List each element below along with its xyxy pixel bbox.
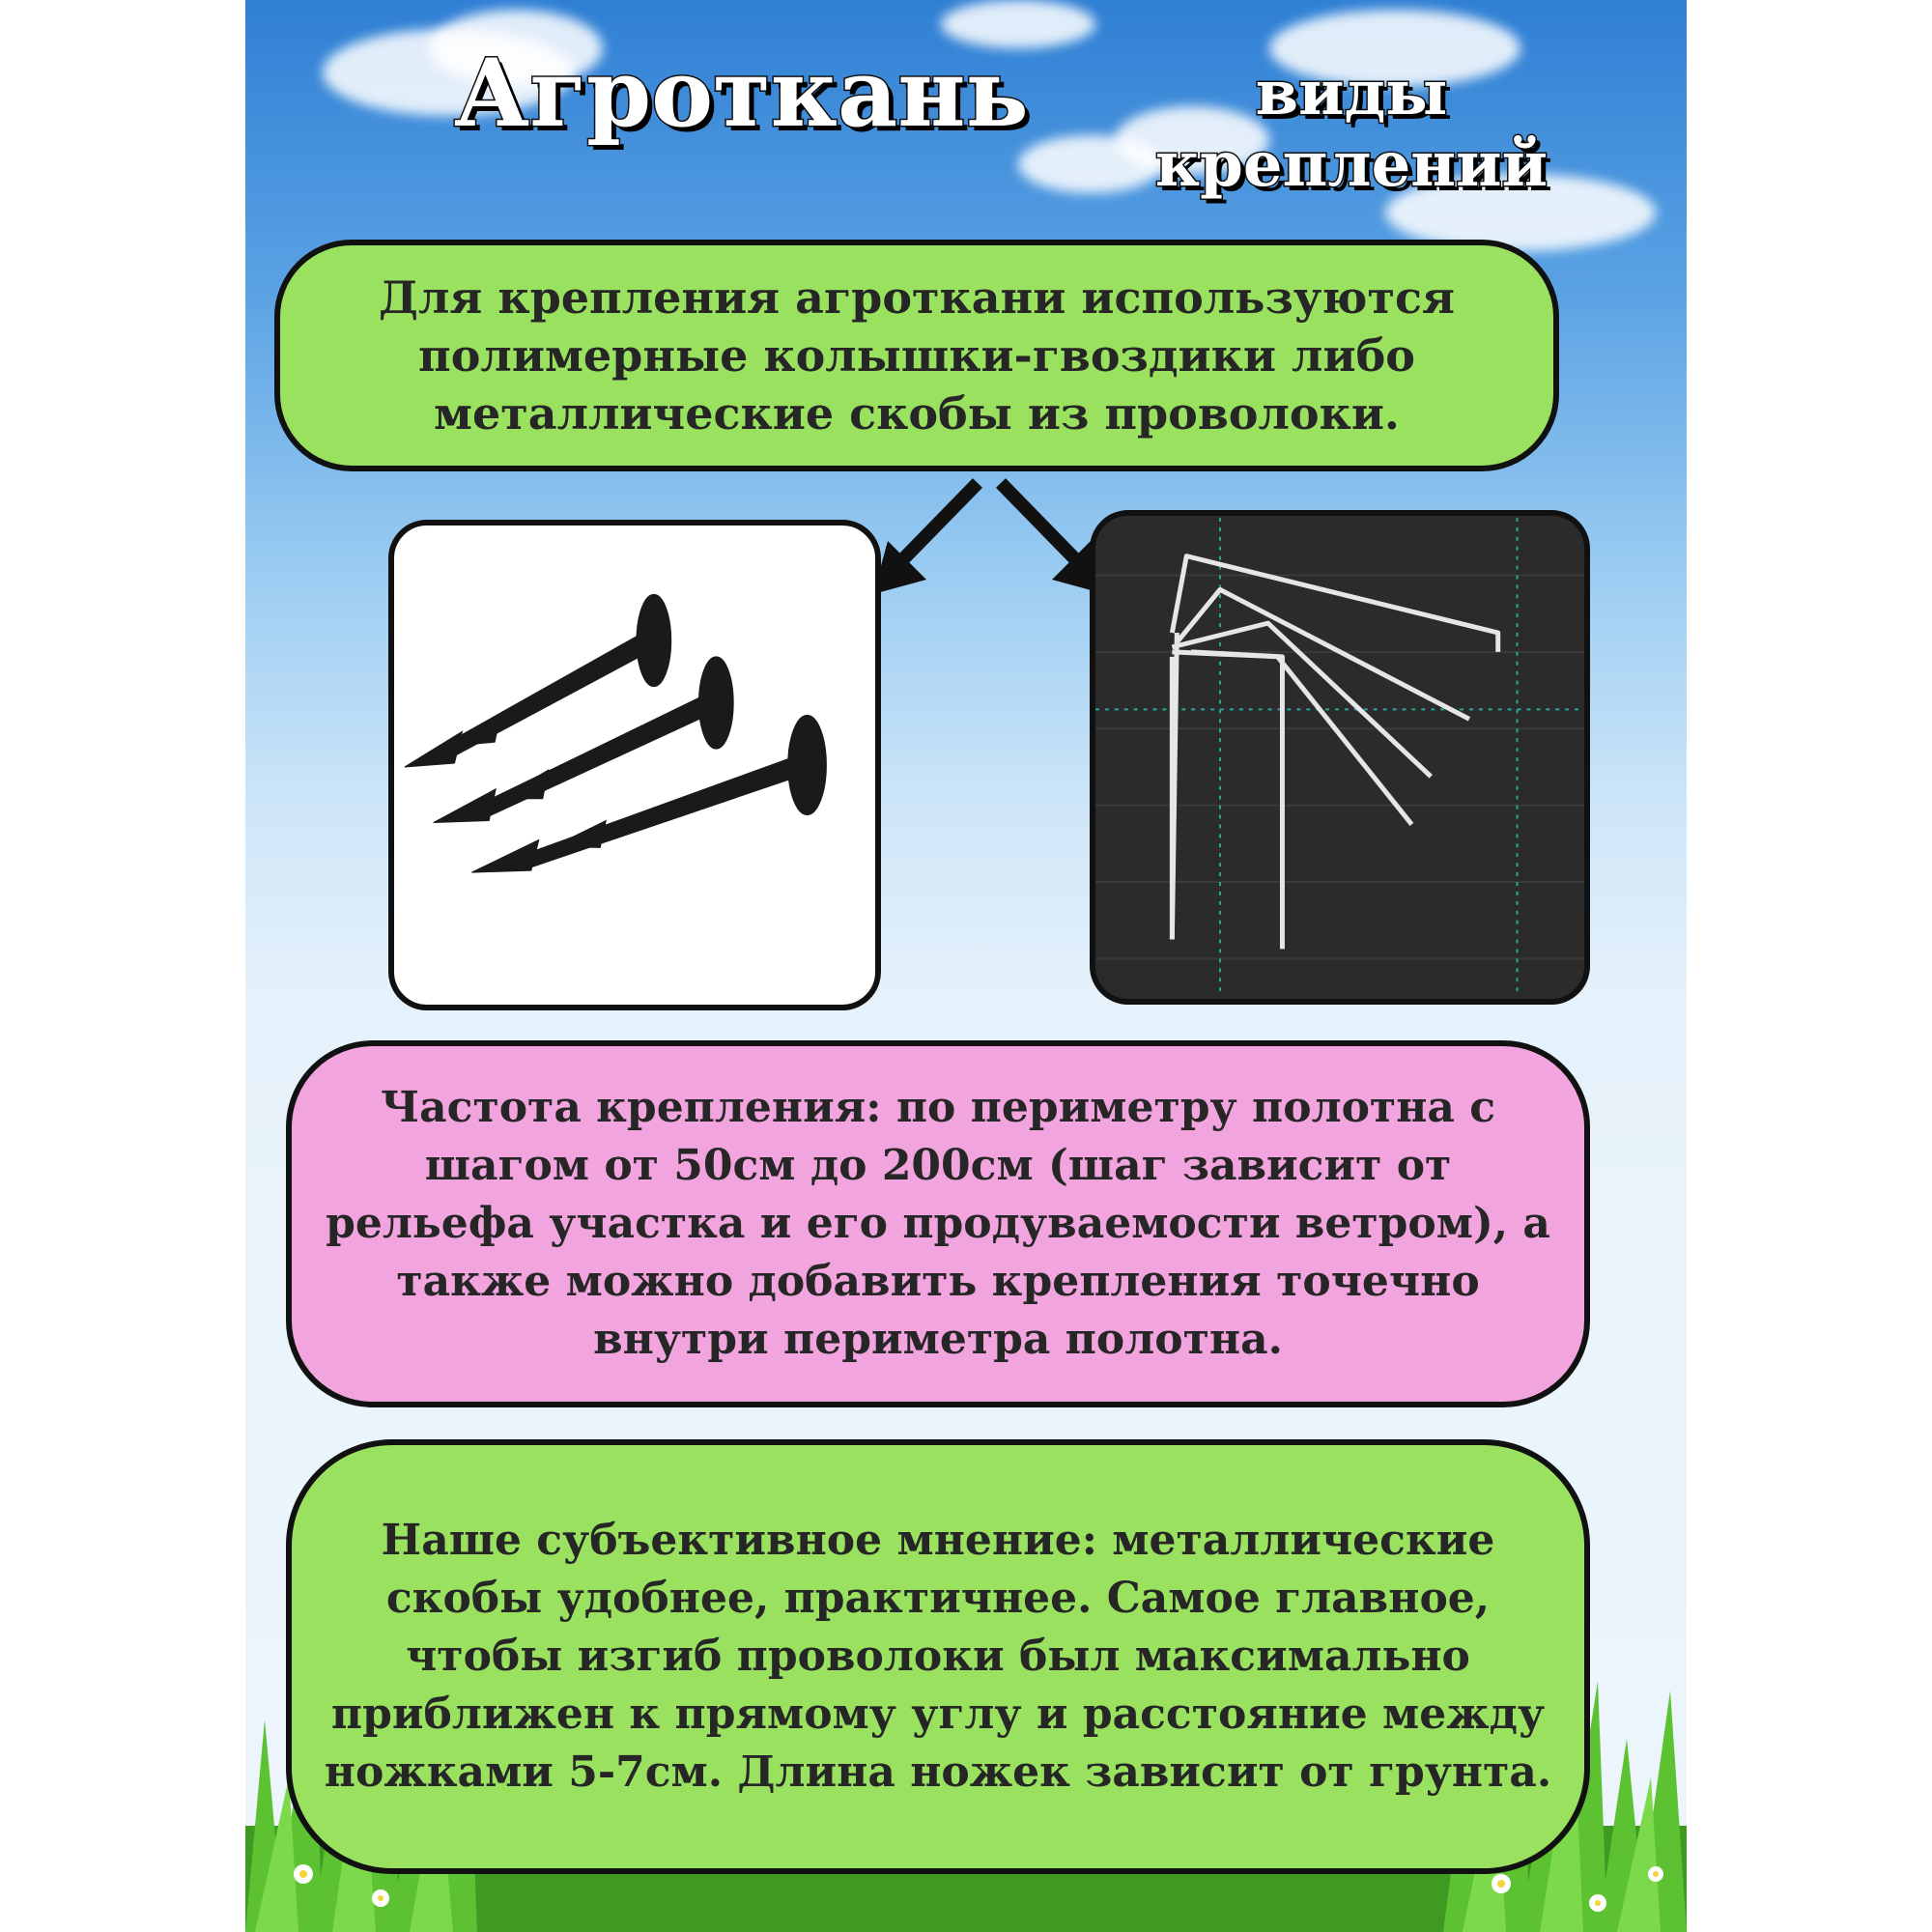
staples-icon [1095, 516, 1584, 999]
poster [245, 0, 1687, 1932]
metal-staples-image [1090, 510, 1590, 1005]
opinion-text: Наше субъективное мнение: металлические скобы удобнее, практичнее. Самое главное, чтобы изгиб проволоки был максимально приближен к прямому углу и расстояние между ножками 5-7см. Длина ножек зависит от грунта. [324, 1516, 1552, 1797]
subtitle-line-2: креплений [1154, 128, 1548, 201]
intro-text: Для крепления агроткани используются полимерные колышки-гвоздики либо металлические скобы из проволоки. [379, 271, 1455, 440]
plastic-pegs-image [388, 520, 881, 1010]
opinion-box [286, 1439, 1590, 1874]
frequency-box [286, 1040, 1590, 1407]
subtitle-line-1: виды [1255, 57, 1448, 129]
intro-box [274, 240, 1559, 471]
page-subtitle [1149, 58, 1554, 201]
page-title: Агроткань [454, 39, 1029, 148]
pegs-icon [394, 526, 875, 1005]
split-arrows-icon [864, 473, 1115, 599]
frequency-text: Частота крепления: по периметру полотна с шагом от 50см до 200см (шаг зависит от рельефа участка и его продуваемости ветром), а также можно добавить крепления точечно внутри периметра полотна. [326, 1083, 1550, 1364]
